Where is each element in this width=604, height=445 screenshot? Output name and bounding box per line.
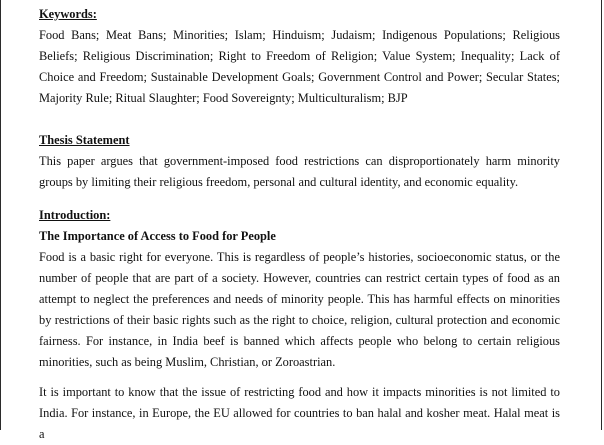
spacer	[39, 193, 560, 205]
keywords-text: Food Bans; Meat Bans; Minorities; Islam; Hinduism; Judaism; Indigenous Populations; Religious Beliefs; Religious Discrimination; Right to Freedom of Religion; Value System; Inequality; Lack of Choice and Freedom; Sustainable Development Goals; Government Control and Power; Secular States; Majority Rule; Ritual Slaughter; Food Sovereignty; Multiculturalism; BJP	[39, 28, 560, 105]
keywords-heading: Keywords:	[39, 7, 97, 21]
thesis-heading: Thesis Statement	[39, 133, 130, 147]
introduction-paragraph-2: It is important to know that the issue of restricting food and how it impacts minorities is not limited to India. For instance, in Europe, the EU allowed for countries to ban halal and kosher meat. Halal meat is a	[39, 385, 560, 441]
spacer	[39, 109, 560, 130]
introduction-heading: Introduction:	[39, 208, 111, 222]
spacer	[39, 373, 560, 382]
introduction-paragraph-1: Food is a basic right for everyone. This is regardless of people’s histories, socioeconomic status, or the number of people that are part of a society. However, countries can restrict certain types of food as an attempt to neglect the preferences and needs of minority people. This has harmful effects on minorities by restrictions of their basic rights such as the right to choice, religion, cultural protection and economic fairness. For instance, in India beef is banned which affects people who belong to certain religious minorities, such as being Muslim, Christian, or Zoroastrian.	[39, 250, 560, 369]
thesis-text: This paper argues that government-imposed food restrictions can disproportionately harm minority groups by limiting their religious freedom, personal and cultural identity, and economic equality.	[39, 154, 560, 189]
introduction-subheading: The Importance of Access to Food for People	[39, 229, 276, 243]
document-content	[39, 4, 560, 445]
